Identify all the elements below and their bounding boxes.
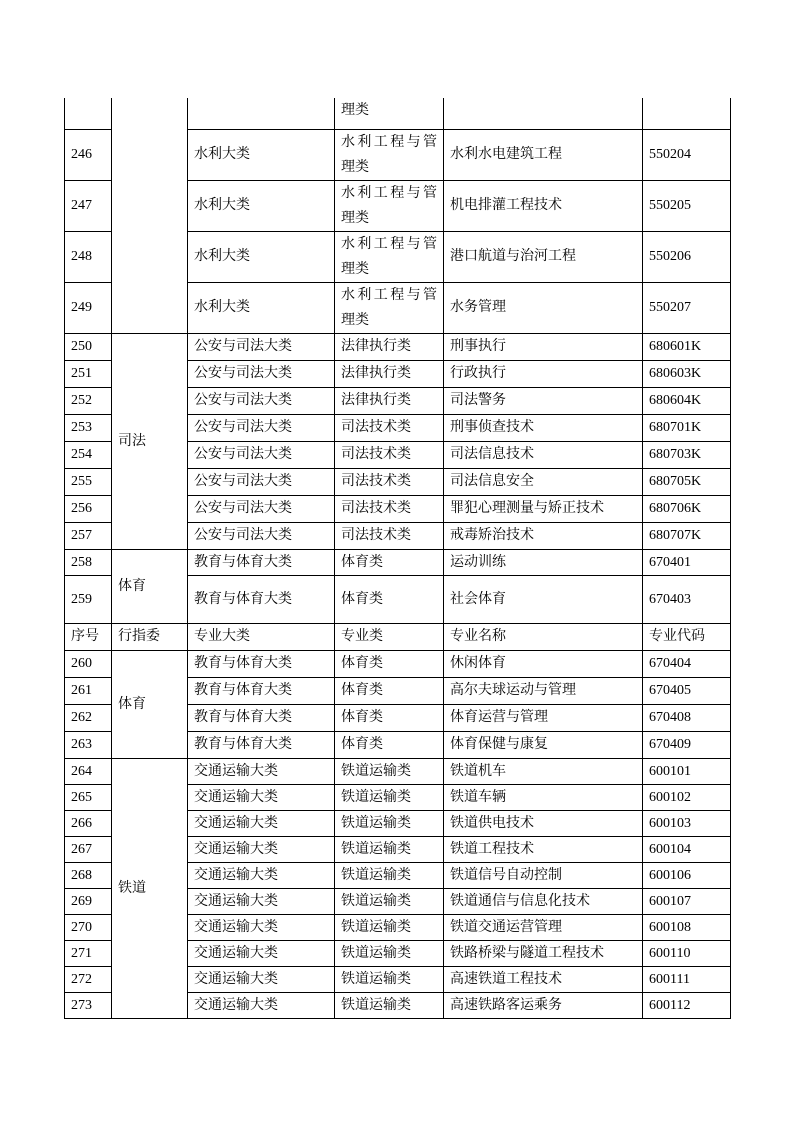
table-cell: 水利大类 [188,231,335,282]
table-cell: 交通运输大类 [188,966,335,992]
table-cell: 铁道运输类 [335,758,444,784]
table-cell: 263 [65,731,112,758]
table-cell: 铁道 [112,758,188,1018]
table-cell: 交通运输大类 [188,862,335,888]
table-cell: 250 [65,333,112,360]
table-cell: 246 [65,129,112,180]
table-cell [112,98,188,333]
table-cell: 水利工程与管理类 [335,231,444,282]
table-cell: 267 [65,836,112,862]
table-cell: 670408 [643,704,731,731]
table-cell: 252 [65,387,112,414]
table-cell: 水利水电建筑工程 [444,129,643,180]
table-cell [65,98,112,129]
table-cell: 247 [65,180,112,231]
table-cell: 262 [65,704,112,731]
table-cell: 体育类 [335,575,444,623]
table-cell: 刑事执行 [444,333,643,360]
table-cell: 680601K [643,333,731,360]
table-cell: 铁道信号自动控制 [444,862,643,888]
table-cell: 法律执行类 [335,360,444,387]
table-cell: 600106 [643,862,731,888]
table-cell [444,98,643,129]
table-cell: 体育 [112,650,188,758]
table-cell: 266 [65,810,112,836]
table-cell: 251 [65,360,112,387]
table-cell: 体育类 [335,677,444,704]
table-cell: 670409 [643,731,731,758]
table-cell: 罪犯心理测量与矫正技术 [444,495,643,522]
table-cell: 249 [65,282,112,333]
header-cell: 序号 [65,623,112,650]
table-cell: 公安与司法大类 [188,468,335,495]
table-cell: 260 [65,650,112,677]
table-cell: 交通运输大类 [188,888,335,914]
table-cell: 550205 [643,180,731,231]
table-cell: 公安与司法大类 [188,333,335,360]
table-cell: 257 [65,522,112,549]
table-cell: 体育类 [335,704,444,731]
table-cell: 271 [65,940,112,966]
table-cell: 600107 [643,888,731,914]
table-cell: 600103 [643,810,731,836]
header-row [65,623,731,650]
table-cell: 269 [65,888,112,914]
table-cell: 258 [65,549,112,575]
table-cell: 交通运输大类 [188,784,335,810]
table-cell: 600104 [643,836,731,862]
header-cell: 专业名称 [444,623,643,650]
table-cell: 铁道运输类 [335,810,444,836]
table-cell: 公安与司法大类 [188,522,335,549]
table-cell: 265 [65,784,112,810]
table-cell: 公安与司法大类 [188,387,335,414]
header-cell: 专业类 [335,623,444,650]
table-cell: 教育与体育大类 [188,549,335,575]
table-cell: 司法 [112,333,188,549]
table-cell: 253 [65,414,112,441]
table-cell: 铁道运输类 [335,888,444,914]
table-cell: 600108 [643,914,731,940]
table-cell: 高尔夫球运动与管理 [444,677,643,704]
table-cell: 法律执行类 [335,387,444,414]
table-cell: 264 [65,758,112,784]
table-cell: 教育与体育大类 [188,575,335,623]
table-cell: 680703K [643,441,731,468]
header-cell: 专业大类 [188,623,335,650]
table-cell: 259 [65,575,112,623]
header-cell: 专业代码 [643,623,731,650]
table-cell: 港口航道与治河工程 [444,231,643,282]
table-cell: 教育与体育大类 [188,650,335,677]
table-cell: 261 [65,677,112,704]
table-cell: 铁道供电技术 [444,810,643,836]
table-cell: 交通运输大类 [188,810,335,836]
table-cell: 机电排灌工程技术 [444,180,643,231]
table-cell: 铁道通信与信息化技术 [444,888,643,914]
table-cell: 铁道运输类 [335,836,444,862]
table-cell: 司法信息技术 [444,441,643,468]
table-cell: 铁道运输类 [335,914,444,940]
header-cell: 行指委 [112,623,188,650]
table-cell: 670403 [643,575,731,623]
table-cell: 680705K [643,468,731,495]
table-cell: 行政执行 [444,360,643,387]
table-cell: 铁道交通运营管理 [444,914,643,940]
table-cell: 256 [65,495,112,522]
major-codes-table [64,98,731,1019]
table-cell: 法律执行类 [335,333,444,360]
table-cell: 司法技术类 [335,495,444,522]
table-cell: 交通运输大类 [188,940,335,966]
table-cell: 680701K [643,414,731,441]
table-cell: 268 [65,862,112,888]
table-cell: 255 [65,468,112,495]
table-cell: 600101 [643,758,731,784]
table-cell: 670401 [643,549,731,575]
table-cell: 680707K [643,522,731,549]
table-cell: 254 [65,441,112,468]
table-cell: 550206 [643,231,731,282]
table-cell: 273 [65,992,112,1018]
table-cell: 铁道运输类 [335,862,444,888]
table-cell: 270 [65,914,112,940]
table-cell: 水利大类 [188,129,335,180]
table-cell: 体育保健与康复 [444,731,643,758]
table-cell: 铁道运输类 [335,966,444,992]
table-cell: 交通运输大类 [188,836,335,862]
table-cell: 司法技术类 [335,414,444,441]
table-cell: 公安与司法大类 [188,414,335,441]
table-cell: 550204 [643,129,731,180]
table-cell: 670404 [643,650,731,677]
table-cell: 高速铁道工程技术 [444,966,643,992]
continuation-row [65,98,731,129]
table-cell: 600111 [643,966,731,992]
table-cell: 水利工程与管理类 [335,282,444,333]
table-cell: 680604K [643,387,731,414]
table-cell: 铁道工程技术 [444,836,643,862]
table-cell: 体育类 [335,731,444,758]
table-cell: 戒毒矫治技术 [444,522,643,549]
table-cell [188,98,335,129]
table-cell: 水利工程与管理类 [335,129,444,180]
table-cell: 水利大类 [188,180,335,231]
table-cell: 司法技术类 [335,468,444,495]
table-cell: 272 [65,966,112,992]
table-cell: 铁道运输类 [335,784,444,810]
table-cell: 550207 [643,282,731,333]
table-cell: 交通运输大类 [188,914,335,940]
table-row [65,758,731,784]
table-body [65,98,731,1018]
table-cell: 体育类 [335,650,444,677]
table-cell: 司法技术类 [335,522,444,549]
table-cell: 教育与体育大类 [188,677,335,704]
table-cell: 社会体育 [444,575,643,623]
table-cell: 铁路桥梁与隧道工程技术 [444,940,643,966]
table-cell: 铁道运输类 [335,992,444,1018]
table-cell: 司法技术类 [335,441,444,468]
table-row [65,549,731,575]
table-cell: 交通运输大类 [188,992,335,1018]
table-cell: 248 [65,231,112,282]
table-cell: 公安与司法大类 [188,360,335,387]
table-row [65,650,731,677]
table-cell: 刑事侦查技术 [444,414,643,441]
table-cell: 水利大类 [188,282,335,333]
table-cell: 600102 [643,784,731,810]
table-cell: 680603K [643,360,731,387]
table-row [65,333,731,360]
table-cell: 理类 [335,98,444,129]
table-cell: 铁道机车 [444,758,643,784]
table-cell: 高速铁路客运乘务 [444,992,643,1018]
table-cell: 司法警务 [444,387,643,414]
table-cell: 体育运营与管理 [444,704,643,731]
table-cell: 铁道车辆 [444,784,643,810]
table-cell: 司法信息安全 [444,468,643,495]
table-cell: 教育与体育大类 [188,704,335,731]
table-cell: 600110 [643,940,731,966]
table-cell: 670405 [643,677,731,704]
table-cell: 体育 [112,549,188,623]
table-cell: 水务管理 [444,282,643,333]
table-cell: 运动训练 [444,549,643,575]
table-cell: 水利工程与管理类 [335,180,444,231]
table-cell: 教育与体育大类 [188,731,335,758]
table-cell: 铁道运输类 [335,940,444,966]
table-cell: 680706K [643,495,731,522]
table-cell: 600112 [643,992,731,1018]
table-cell [643,98,731,129]
table-cell: 休闲体育 [444,650,643,677]
table-cell: 交通运输大类 [188,758,335,784]
table-cell: 体育类 [335,549,444,575]
table-cell: 公安与司法大类 [188,495,335,522]
table-cell: 公安与司法大类 [188,441,335,468]
